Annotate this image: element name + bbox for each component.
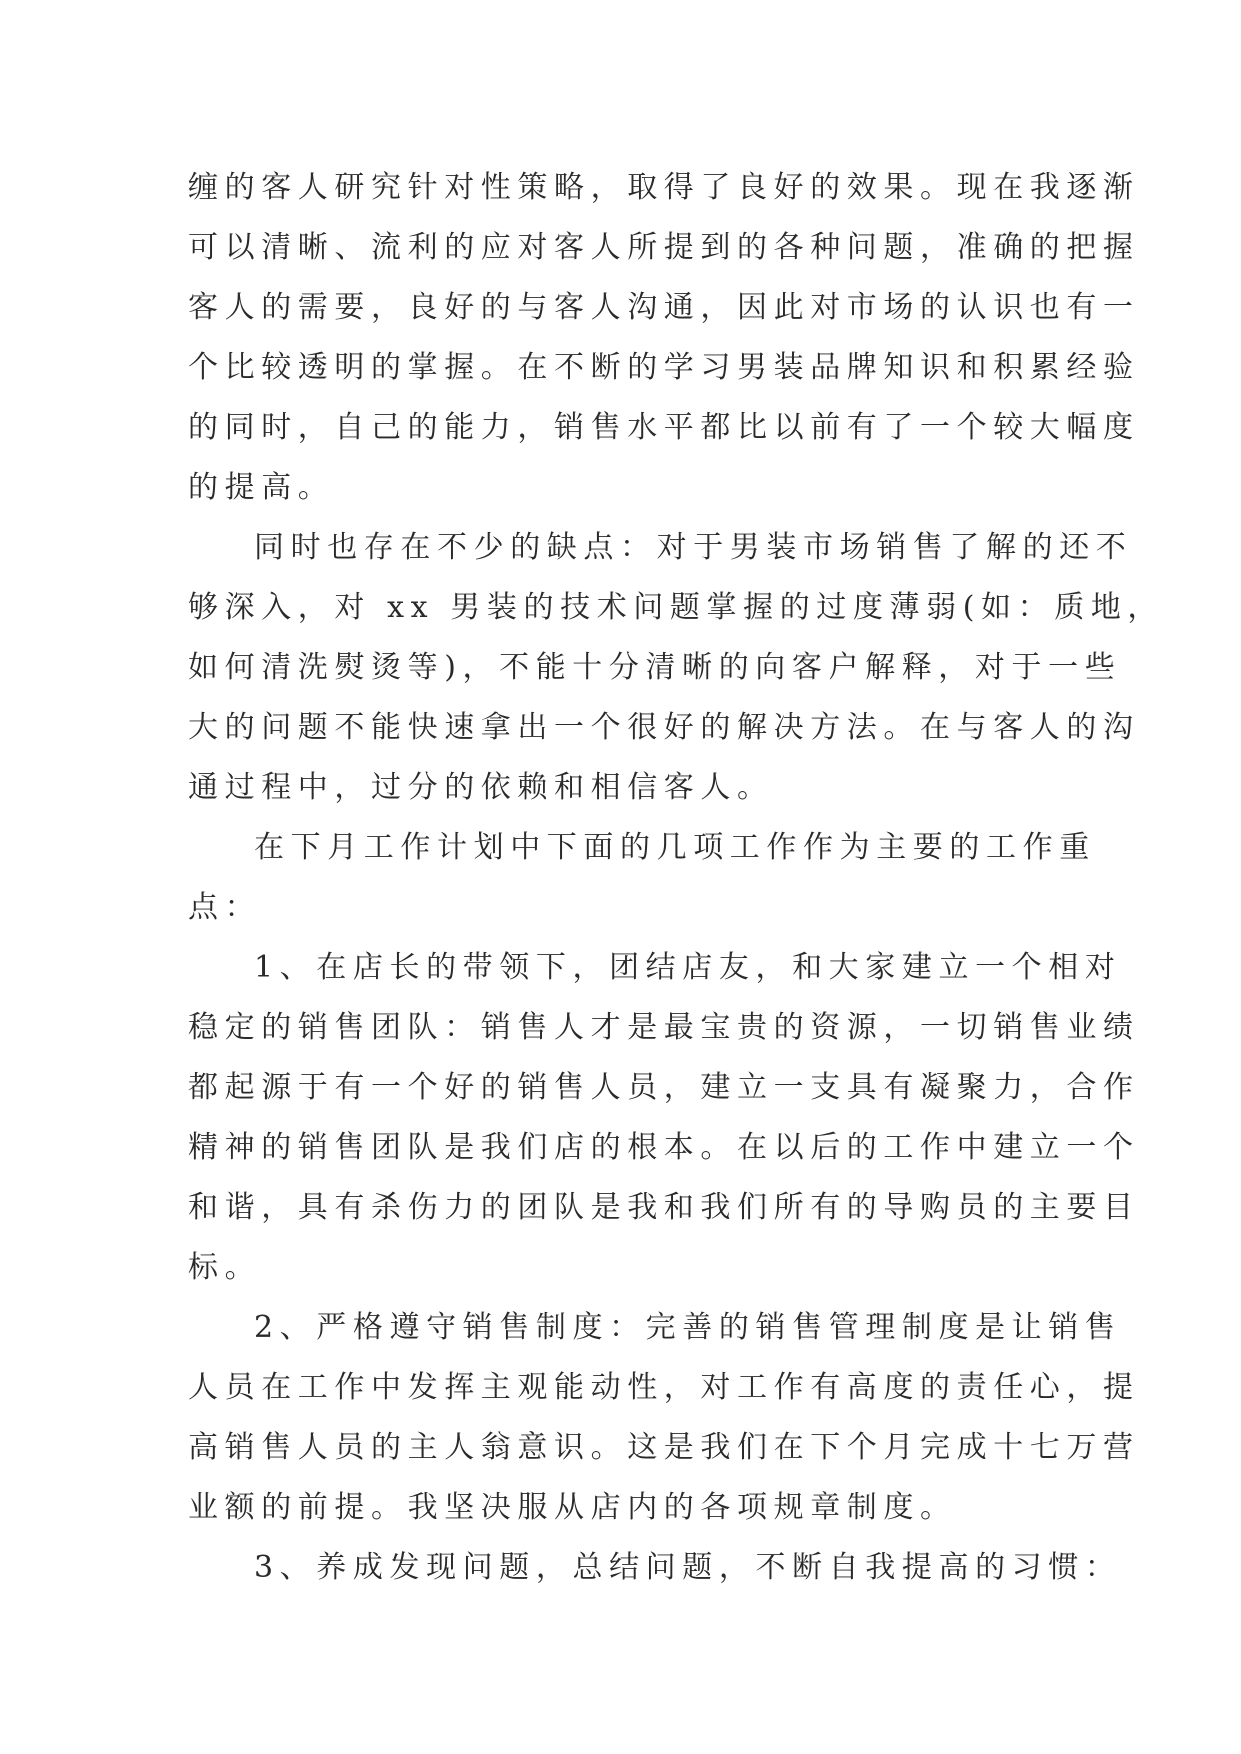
text-line: 如何清洗熨烫等)，不能十分清晰的向客户解释，对于一些	[188, 650, 1122, 685]
paragraph-start-line: 2、严格遵守销售制度：完善的销售管理制度是让销售	[254, 1310, 1122, 1345]
paragraph-start-line: 在下月工作计划中下面的几项工作作为主要的工作重	[254, 830, 1096, 865]
paragraph-start-line: 3、养成发现问题，总结问题，不断自我提高的习惯：	[254, 1550, 1122, 1585]
text-line: 的同时，自己的能力，销售水平都比以前有了一个较大幅度	[188, 410, 1140, 445]
document-body	[188, 158, 1165, 1598]
paragraph-start-line: 1、在店长的带领下，团结店友，和大家建立一个相对	[254, 950, 1122, 985]
text-line: 人员在工作中发挥主观能动性，对工作有高度的责任心，提	[188, 1370, 1140, 1405]
text-line: 都起源于有一个好的销售人员，建立一支具有凝聚力，合作	[188, 1070, 1140, 1105]
text-line: 的提高。	[188, 470, 335, 505]
text-line: 可以清晰、流利的应对客人所提到的各种问题，准确的把握	[188, 230, 1140, 265]
text-line: 标。	[188, 1250, 262, 1285]
text-line: 够深入，对 xx 男装的技术问题掌握的过度薄弱(如：质地，	[188, 590, 1165, 625]
text-line: 高销售人员的主人翁意识。这是我们在下个月完成十七万营	[188, 1430, 1140, 1465]
text-line: 业额的前提。我坚决服从店内的各项规章制度。	[188, 1490, 957, 1525]
text-line: 点：	[188, 890, 262, 925]
text-line: 缠的客人研究针对性策略，取得了良好的效果。现在我逐渐	[188, 170, 1140, 205]
text-line: 稳定的销售团队：销售人才是最宝贵的资源，一切销售业绩	[188, 1010, 1140, 1045]
text-line: 通过程中，过分的依赖和相信客人。	[188, 770, 774, 805]
text-line: 客人的需要，良好的与客人沟通，因此对市场的认识也有一	[188, 290, 1140, 325]
paragraph-start-line: 同时也存在不少的缺点：对于男装市场销售了解的还不	[254, 530, 1133, 565]
text-line: 个比较透明的掌握。在不断的学习男装品牌知识和积累经验	[188, 350, 1140, 385]
text-line: 和谐，具有杀伤力的团队是我和我们所有的导购员的主要目	[188, 1190, 1140, 1225]
text-line: 精神的销售团队是我们店的根本。在以后的工作中建立一个	[188, 1130, 1140, 1165]
text-line: 大的问题不能快速拿出一个很好的解决方法。在与客人的沟	[188, 710, 1140, 745]
